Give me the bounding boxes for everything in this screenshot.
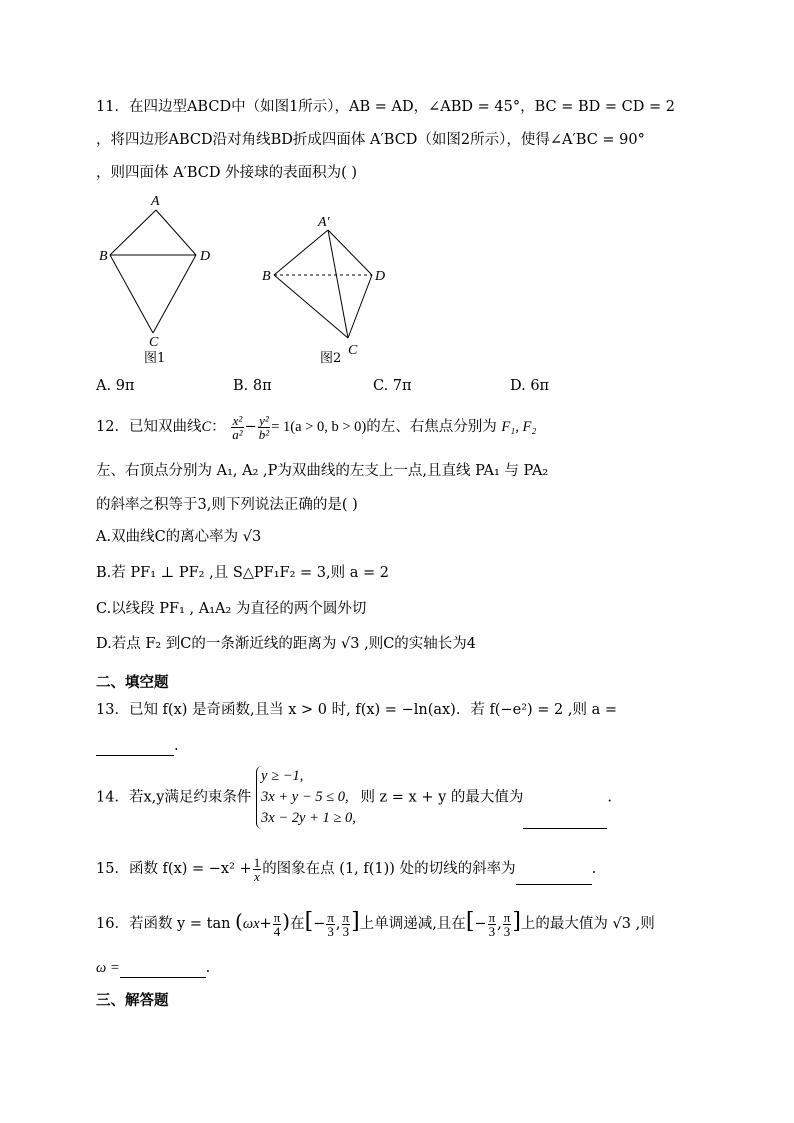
q13-answer-blank[interactable]: [96, 741, 174, 756]
fig1-label-b: B: [99, 249, 108, 264]
q14-question: 则 z = x + y 的最大值为: [360, 789, 524, 806]
fig2-label-d: D: [375, 269, 386, 284]
q14-answer-blank[interactable]: [523, 814, 607, 829]
fig2-caption: 图2: [320, 351, 342, 366]
fig2-edge-dc: [348, 275, 372, 338]
q11-option-d: D. 6π: [510, 378, 550, 394]
q15-line: [96, 853, 596, 885]
q16-line1: 16．若函数 y = tan (ωx+ $\frac{\pi}{4}$ )在[− $\frac{\pi}{3}$ , $\frac{\pi}{3}$ ]上单调递减,且在[− $\frac{\pi}{3}$ , $\frac{\pi}{3}$ ]上的最大值为 √3 ,则: [96, 909, 655, 939]
q11-option-b: B. 8π: [233, 378, 272, 394]
q11-line3: ，则四面体 A′BCD 外接球的表面积为( ): [96, 165, 358, 181]
q15-frac: $\frac{1}{x}$: [253, 854, 261, 884]
fig1-edge-dc: [153, 255, 196, 333]
q16-interval-2-open: [: [465, 909, 475, 934]
q16-frac-pi3: $\frac{\pi}{3}$: [342, 909, 350, 939]
fig1-edge-ab: [110, 210, 156, 255]
q12-option-c: C.以线段 PF₁ , A₁A₂ 为直径的两个圆外切: [96, 601, 367, 617]
q15-answer-blank[interactable]: [516, 870, 592, 885]
q11-line1: 11．在四边型ABCD中（如图1所示），AB = AD，∠ABD = 45°，BC = BD = CD = 2: [96, 99, 675, 115]
fig2-label-b: B: [262, 269, 271, 284]
figure-1: [94, 190, 224, 365]
q16-prefix: 16．若函数 y = tan: [96, 916, 231, 932]
q16-interval-1-close: ]: [351, 909, 360, 934]
q16-line2: [96, 958, 210, 978]
q16-in-1: 在: [290, 916, 305, 932]
q13-end: .: [174, 738, 179, 754]
q16-interval-2-close: ]: [512, 909, 521, 934]
q14-prefix: 14．若x,y满足约束条件: [96, 789, 252, 806]
q16-frac-pi4: $\frac{\pi}{4}$: [273, 909, 281, 939]
fig1-label-d: D: [200, 249, 211, 264]
q16-frac-pi3-2: $\frac{\pi}{3}$: [503, 909, 511, 939]
fig2-label-c: C: [348, 343, 358, 358]
fig2-edge-ac: [328, 230, 348, 338]
q16-paren-close: ): [282, 909, 291, 933]
q14-line: [96, 766, 612, 829]
fig2-label-a: A′: [318, 215, 330, 230]
q16-decreasing: 上单调递减,且在: [359, 916, 466, 932]
q12-line2: 左、右顶点分别为 A₁, A₂ ,P为双曲线的左支上一点,且直线 PA₁ 与 PA₂: [96, 463, 549, 479]
q15-question: 的图象在点 (1, f(1)) 处的切线的斜率为: [262, 861, 516, 877]
fig1-label-c: C: [149, 335, 159, 350]
q11-option-c: C. 7π: [373, 378, 412, 394]
fig2-edge-bc: [274, 275, 348, 338]
q12-equation: = 1(a > 0, b > 0): [271, 419, 367, 435]
fig1-edge-ad: [156, 210, 196, 255]
q13-line2: [96, 736, 179, 756]
q16-answer-blank[interactable]: [120, 963, 206, 978]
q12-option-a: A.双曲线C的离心率为 √3: [96, 529, 262, 545]
fig1-edge-bc: [110, 255, 153, 333]
q16-max-value: 上的最大值为 √3 ,则: [520, 916, 655, 932]
q12-foci-text: 的左、右焦点分别为: [366, 419, 497, 435]
figure-2: [256, 210, 396, 370]
q15-end: .: [591, 861, 597, 877]
q16-omega: ω =: [96, 960, 120, 976]
q12-curve-c: C: [201, 419, 212, 435]
q12-line1: 12．已知双曲线C： $\frac{\text{x²}}{\text{a²}}$ − $\frac{\text{y²}}{\text{b²}}$ = 1(a > 0, b > 0)的左、右焦点分别为 F₁, F₂: [96, 412, 537, 442]
section-answer-heading: 三、解答题: [96, 993, 169, 1009]
q14-constraint-2: 3x + y − 5 ≤ 0,: [261, 789, 349, 805]
q11-line2: ，将四边形ABCD沿对角线BD折成四面体 A′BCD（如图2所示），使得∠A′BC = 90°: [96, 132, 645, 148]
q12-foci: F₁, F₂: [501, 419, 537, 435]
q14-constraint-1: y ≥ −1,: [261, 768, 304, 784]
q12-option-b: B.若 PF₁ ⊥ PF₂ ,且 S△PF₁F₂ = 3,则 a = 2: [96, 565, 389, 581]
q11-option-a: A. 9π: [96, 378, 135, 394]
q12-line3: 的斜率之积等于3,则下列说法正确的是( ): [96, 497, 358, 513]
q16-paren-open: (: [235, 909, 243, 933]
q14-end: .: [607, 789, 613, 806]
q12-option-d: D.若点 F₂ 到C的一条渐近线的距离为 √3 ,则C的实轴长为4: [96, 636, 477, 652]
q14-constraint-3: 3x − 2y + 1 ≥ 0,: [261, 810, 356, 826]
q16-omega-x: ωx: [242, 916, 260, 932]
q12-frac-x: $\frac{\text{x²}}{\text{a²}}$: [232, 412, 243, 442]
q13-line1: 13．已知 f(x) 是奇函数,且当 x > 0 时, f(x) = −ln(ax)．若 f(−e²) = 2 ,则 a =: [96, 702, 617, 718]
q16-interval-1-open: [: [304, 909, 314, 934]
fig1-label-a: A: [151, 194, 160, 209]
section-fill-blank-heading: 二、填空题: [96, 675, 169, 691]
q12-prefix: 12．已知双曲线: [96, 419, 202, 435]
q16-end: .: [205, 960, 211, 976]
q16-frac-pi3-neg-2: $\frac{\pi}{3}$: [488, 909, 496, 939]
q15-prefix: 15．函数 f(x) = −x² +: [96, 861, 252, 877]
q16-frac-pi3-neg: $\frac{\pi}{3}$: [327, 909, 334, 939]
q12-frac-y: $\frac{\text{y²}}{\text{b²}}$: [258, 412, 270, 442]
q14-constraint-system: [256, 766, 356, 829]
fig1-caption: 图1: [144, 351, 166, 365]
fig2-edge-ab: [274, 230, 328, 275]
